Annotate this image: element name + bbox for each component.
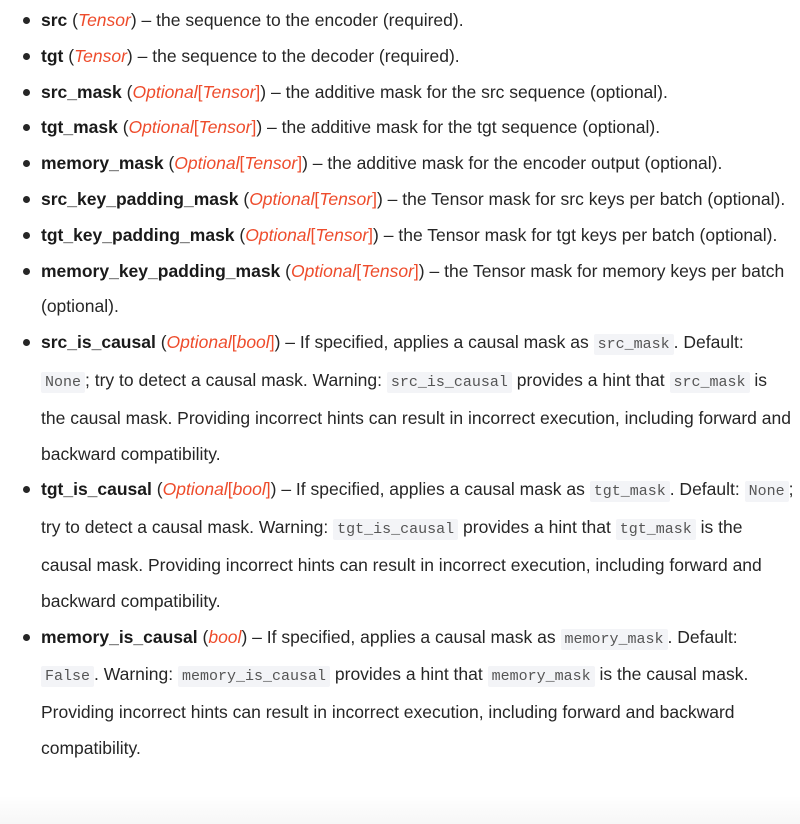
param-item: memory_key_padding_mask (Optional[Tensor]) – the Tensor mask for memory keys per batch (optional). xyxy=(0,254,800,326)
param-item: src_is_causal (Optional[bool]) – If specified, applies a causal mask as src_mask . Default: None ; try to detect a causal mask. Warning: src_is_causal provides a hint that src_mask is the causal mask. Providing incorrect hints can result in incorrect execution, including forward and backward compatibility. xyxy=(0,325,800,472)
param-description: . Warning: xyxy=(94,664,178,685)
param-name: memory_is_causal xyxy=(41,626,198,647)
type-bracket-open: [ xyxy=(239,153,245,174)
type-bracket-close: ] xyxy=(269,332,275,353)
type-bracket-close: ] xyxy=(372,188,377,209)
param-type-wrapper: Optional xyxy=(166,332,232,353)
type-bracket-close: ] xyxy=(265,479,271,500)
type-bracket-close: ] xyxy=(368,224,374,245)
param-type: Tensor xyxy=(74,45,127,66)
param-item: tgt_mask (Optional[Tensor]) – the additive mask for the tgt sequence (optional). xyxy=(0,110,800,146)
inline-code: tgt_mask xyxy=(590,481,670,502)
param-description: ; try to detect a causal mask. Warning: xyxy=(85,369,387,390)
type-bracket-open: [ xyxy=(356,260,362,281)
inline-code: memory_is_causal xyxy=(178,666,330,687)
inline-code: None xyxy=(41,372,85,393)
param-type: Tensor xyxy=(198,117,252,138)
param-item: tgt_key_padding_mask (Optional[Tensor]) – the Tensor mask for tgt keys per batch (optional). xyxy=(0,218,800,254)
param-description: the additive mask for the src sequence (optional). xyxy=(285,81,668,102)
param-description: is the causal mask. Providing incorrect hints can result in incorrect execution, including forward and backward compatibility. xyxy=(41,664,749,758)
param-type-wrapper: Optional xyxy=(249,188,315,209)
param-description: the Tensor mask for tgt keys per batch (optional). xyxy=(398,224,778,245)
param-description: . Default: xyxy=(673,332,744,353)
param-description: . Default: xyxy=(667,626,738,647)
type-bracket-open: [ xyxy=(310,224,316,245)
param-name: src_is_causal xyxy=(41,332,156,353)
param-type-wrapper: Optional xyxy=(245,224,311,245)
inline-code: src_mask xyxy=(594,334,674,355)
param-description: the sequence to the encoder (required). xyxy=(156,10,464,30)
param-description: ; try to detect a causal mask. Warning: xyxy=(41,479,794,538)
param-name: memory_key_padding_mask xyxy=(41,260,281,281)
param-description: . Default: xyxy=(669,479,745,500)
param-type: Tensor xyxy=(244,153,298,174)
type-bracket-open: [ xyxy=(314,188,320,209)
param-description: provides a hint that xyxy=(511,369,670,390)
param-item: tgt (Tensor) – the sequence to the decoder (required). xyxy=(0,39,800,75)
param-type-wrapper: Optional xyxy=(174,153,240,174)
param-type-wrapper: Optional xyxy=(291,260,357,281)
param-type-wrapper: Optional xyxy=(162,479,228,500)
param-description: the additive mask for the encoder output (optional). xyxy=(327,153,723,174)
inline-code: memory_mask xyxy=(561,629,668,650)
param-type: bool xyxy=(236,332,270,353)
bottom-fade xyxy=(0,796,800,824)
inline-code: tgt_is_causal xyxy=(333,519,458,540)
param-item: tgt_is_causal (Optional[bool]) – If specified, applies a causal mask as tgt_mask . Default: None ; try to detect a causal mask. Warning: tgt_is_causal provides a hint that tgt_mask is the causal mask. Providing incorrect hints can result in incorrect execution, including forward and backward compatibility. xyxy=(0,472,800,619)
param-name: src_key_padding_mask xyxy=(41,188,239,209)
inline-code: src_is_causal xyxy=(387,372,512,393)
param-description: the Tensor mask for src keys per batch (optional). xyxy=(402,188,786,209)
param-type: Tensor xyxy=(202,81,256,102)
param-name: tgt_mask xyxy=(41,117,118,138)
inline-code: src_mask xyxy=(670,372,750,393)
param-name: memory_mask xyxy=(41,153,164,174)
param-description: If specified, applies a causal mask as xyxy=(266,626,561,647)
param-name: tgt xyxy=(41,45,64,66)
param-description: is the causal mask. Providing incorrect hints can result in incorrect execution, including forward and backward compatibility. xyxy=(41,517,762,611)
param-type-wrapper: Optional xyxy=(128,117,194,138)
param-description: provides a hint that xyxy=(330,664,488,685)
param-description: the Tensor mask for memory keys per batch (optional). xyxy=(41,260,785,317)
param-description: is the causal mask. Providing incorrect hints can result in incorrect execution, including forward and backward compatibility. xyxy=(41,369,791,464)
param-description: If specified, applies a causal mask as xyxy=(295,479,590,500)
type-bracket-open: [ xyxy=(193,117,199,138)
param-item: src_mask (Optional[Tensor]) – the additive mask for the src sequence (optional). xyxy=(0,75,800,111)
param-item: src_key_padding_mask (Optional[Tensor]) – the Tensor mask for src keys per batch (optional). xyxy=(0,182,800,218)
param-description: the sequence to the decoder (required). xyxy=(152,45,460,66)
param-description: provides a hint that xyxy=(458,517,616,538)
type-bracket-close: ] xyxy=(297,153,303,174)
param-description: If specified, applies a causal mask as xyxy=(299,332,594,353)
param-type: Tensor xyxy=(315,224,369,245)
param-type-wrapper: Optional xyxy=(132,81,198,102)
param-type: Tensor xyxy=(361,260,414,281)
type-bracket-open: [ xyxy=(197,81,203,102)
inline-code: tgt_mask xyxy=(616,519,696,540)
param-type: bool xyxy=(208,626,242,647)
inline-code: None xyxy=(745,481,789,502)
param-name: tgt_is_causal xyxy=(41,479,152,500)
param-item: memory_mask (Optional[Tensor]) – the additive mask for the encoder output (optional). xyxy=(0,146,800,182)
param-description: the additive mask for the tgt sequence (optional). xyxy=(281,117,661,138)
param-type: Tensor xyxy=(319,188,373,209)
type-bracket-close: ] xyxy=(413,260,419,281)
param-type: Tensor xyxy=(77,10,131,30)
inline-code: memory_mask xyxy=(488,666,595,687)
type-bracket-open: [ xyxy=(227,479,233,500)
type-bracket-close: ] xyxy=(255,81,261,102)
type-bracket-open: [ xyxy=(231,332,237,353)
param-name: tgt_key_padding_mask xyxy=(41,224,235,245)
param-item: memory_is_causal (bool) – If specified, applies a causal mask as memory_mask . Default: False . Warning: memory_is_causal provides a hint that memory_mask is the causal mask. Providing incorrect hints can result in incorrect execution, including forward and backward compatibility. xyxy=(0,620,800,767)
parameter-list xyxy=(0,3,800,767)
param-name: src xyxy=(41,10,68,30)
type-bracket-close: ] xyxy=(251,117,257,138)
param-name: src_mask xyxy=(41,81,122,102)
param-type: bool xyxy=(232,479,266,500)
inline-code: False xyxy=(41,666,94,687)
param-item: src (Tensor) – the sequence to the encoder (required). xyxy=(0,3,800,39)
